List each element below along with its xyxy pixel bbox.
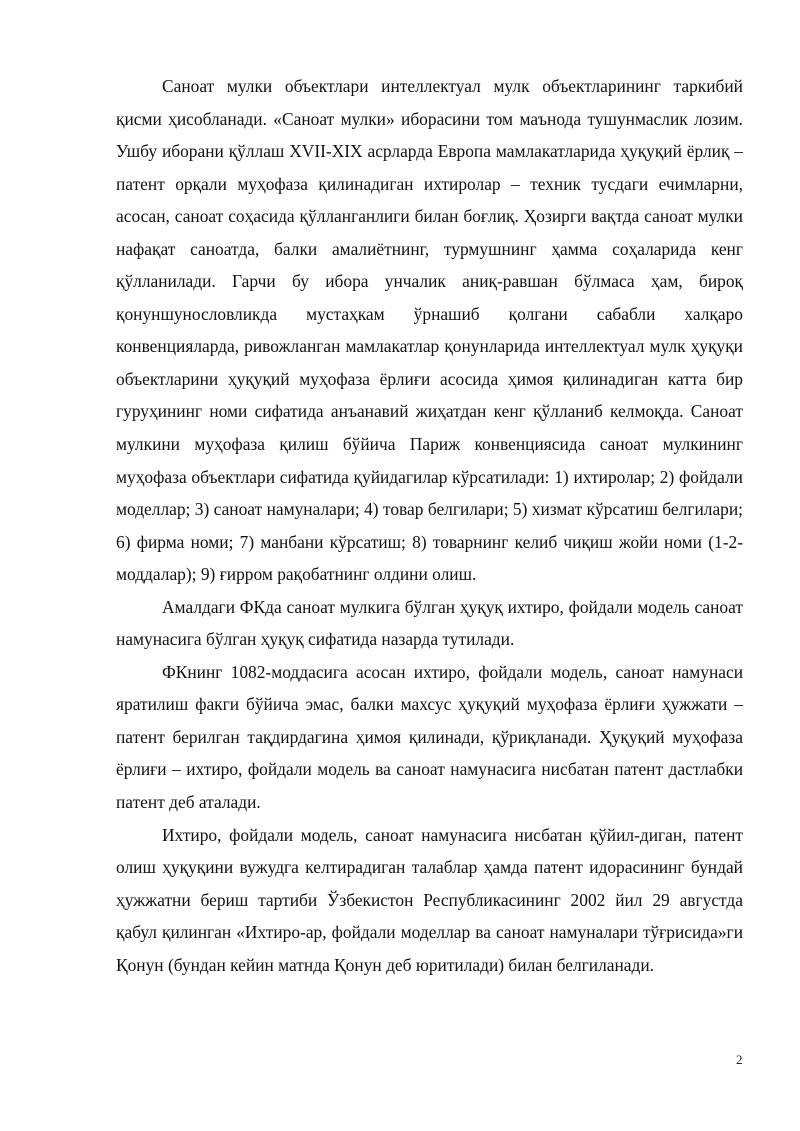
page-number: 2 <box>736 1052 743 1067</box>
paragraph-industrial-property: Саноат мулки объектлари интеллектуал мулк объектларининг таркибий қисми ҳисобланади. «Саноат мулки» иборасини том маънода тушунмаслик лозим. Ушбу иборани қўллаш XVII-XIX асрларда Европа мамлакатларида ҳуқуқий ёрлиқ – патент орқали муҳофаза қилинадиган ихтиролар – техник тусдаги ечимларни, асосан, саноат соҳасида қўлланганлиги билан боғлиқ. Ҳозирги вақтда саноат мулки нафақат саноатда, балки амалиётнинг, турмушнинг ҳамма соҳаларида кенг қўлланилади. Гарчи бу ибора унчалик аниқ-равшан бўлмаса ҳам, бироқ қонуншунословликда мустаҳкам ўрнашиб қолгани сабабли халқаро конвенцияларда, ривожланган мамлакатлар қонунларида интеллектуал мулк ҳуқуқи объектларини ҳуқуқий муҳофаза ёрлиғи асосида ҳимоя қилинадиган катта бир гуруҳининг номи сифатида анъанавий жиҳатдан кенг қўлланиб келмоқда. Саноат мулкини муҳофаза қилиш бўйича Париж конвенциясида саноат мулкининг муҳофаза объектлари сифатида қуйидагилар кўрсатилади: 1) ихтиролар; 2) фойдали моделлар; 3) саноат намуналари; 4) товар белгилари; 5) хизмат кўрсатиш белгилари; 6) фирма номи; 7) манбани кўрсатиш; 8) товарнинг келиб чиқиш жойи номи (1-2-моддалар); 9) ғирром рақобатнинг олдини олиш. <box>116 76 743 585</box>
document-page <box>116 70 743 981</box>
paragraph-article-1082: ФКнинг 1082-моддасига асосан ихтиро, фойдали модель, саноат намунаси яратилиш факги бўйича эмас, балки махсус ҳуқуқий муҳофаза ёрлиғи ҳужжати – патент берилган тақдирдагина ҳимоя қилинади, қўриқланади. Ҳуқуқий муҳофаза ёрлиғи – ихтиро, фойдали модель ва саноат намунасига нисбатан патент дастлабки патент деб аталади. <box>116 661 743 813</box>
paragraph-civil-code-rights: Амалдаги ФКда саноат мулкига бўлган ҳуқуқ ихтиро, фойдали модель саноат намунасига бўлган ҳуқуқ сифатида назарда тутилади. <box>116 596 743 650</box>
paragraph-patent-law: Ихтиро, фойдали модель, саноат намунасига нисбатан қўйил-диган, патент олиш ҳуқуқини вужудга келтирадиган талаблар ҳамда патент идорасининг бундай ҳужжатни бериш тартиби Ўзбекистон Республикасининг 2002 йил 29 августда қабул қилинган «Ихтиро-ар, фойдали моделлар ва саноат намуналари тўғрисида»ги Қонун (бундан кейин матнда Қонун деб юритилади) билан белгиланади. <box>116 824 743 975</box>
